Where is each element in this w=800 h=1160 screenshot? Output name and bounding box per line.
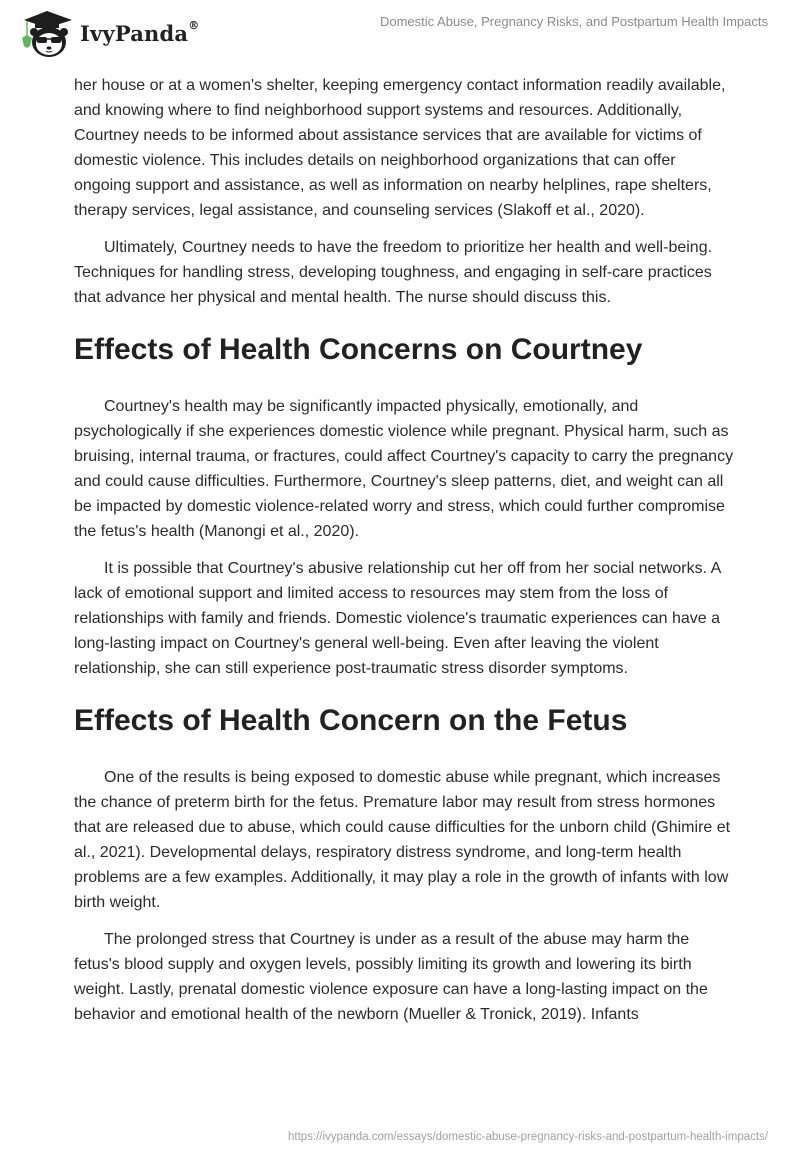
paragraph: her house or at a women's shelter, keeping emergency contact information readily available, and knowing where to find neighborhood support systems and resources. Additionally, Courtney needs to be informed about assistance services that are available for victims of domestic violence. This includes details on neighborhood organizations that can offer ongoing support and assistance, as well as information on nearby helplines, rape shelters, therapy services, legal assistance, and counseling services (Slakoff et al., 2020).: [74, 77, 726, 219]
paragraph: One of the results is being exposed to domestic abuse while pregnant, which increases the chance of preterm birth for the fetus. Premature labor may result from stress hormones that are released due to abuse, which could cause difficulties for the unborn child (Ghimire et al., 2021). Developmental delays, respiratory distress syndrome, and long-term health problems are a few examples. Additionally, it may play a role in the growth of infants with low birth weight.: [74, 769, 731, 911]
section-heading: Effects of Health Concern on the Fetus: [74, 704, 628, 737]
paragraph: Courtney's health may be significantly impacted physically, emotionally, and psychologically if she experiences domestic violence while pregnant. Physical harm, such as bruising, internal trauma, or fractures, could affect Courtney's capacity to carry the pregnancy and could cause difficulties. Furthermore, Courtney's sleep patterns, diet, and weight can all be impacted by domestic violence-related worry and stress, which could further compromise the fetus's health (Manongi et al., 2020).: [74, 398, 734, 540]
panda-graduate-icon: [18, 8, 76, 58]
registered-mark: ®: [188, 18, 200, 32]
ivypanda-logo[interactable]: [18, 8, 199, 58]
page-header: [0, 0, 800, 62]
brand-name: IvyPanda®: [80, 18, 200, 46]
paragraph: The prolonged stress that Courtney is under as a result of the abuse may harm the fetus's blood supply and oxygen levels, possibly limiting its growth and lowering its birth weight. Lastly, prenatal domestic violence exposure can have a long-lasting impact on the behavior and emotional health of the newborn (Mueller & Tronick, 2019). Infants: [74, 931, 708, 1023]
paragraph: Ultimately, Courtney needs to have the freedom to prioritize her health and well-being. Techniques for handling stress, developing toughness, and engaging in self-care practices that advance her physical and mental health. The nurse should discuss this.: [74, 239, 713, 306]
document-title: Domestic Abuse, Pregnancy Risks, and Postpartum Health Impacts: [379, 14, 768, 29]
essay-content: [74, 73, 734, 1039]
section-heading: Effects of Health Concerns on Courtney: [74, 333, 643, 366]
source-url-link[interactable]: https://ivypanda.com/essays/domestic-abuse-pregnancy-risks-and-postpartum-health-impacts/: [287, 1131, 768, 1143]
paragraph: It is possible that Courtney's abusive relationship cut her off from her social networks. A lack of emotional support and limited access to resources may stem from the loss of relationships with family and friends. Domestic violence's traumatic experiences can have a long-lasting impact on Courtney's general well-being. Even after leaving the violent relationship, she can still experience post-traumatic stress disorder symptoms.: [74, 560, 721, 677]
